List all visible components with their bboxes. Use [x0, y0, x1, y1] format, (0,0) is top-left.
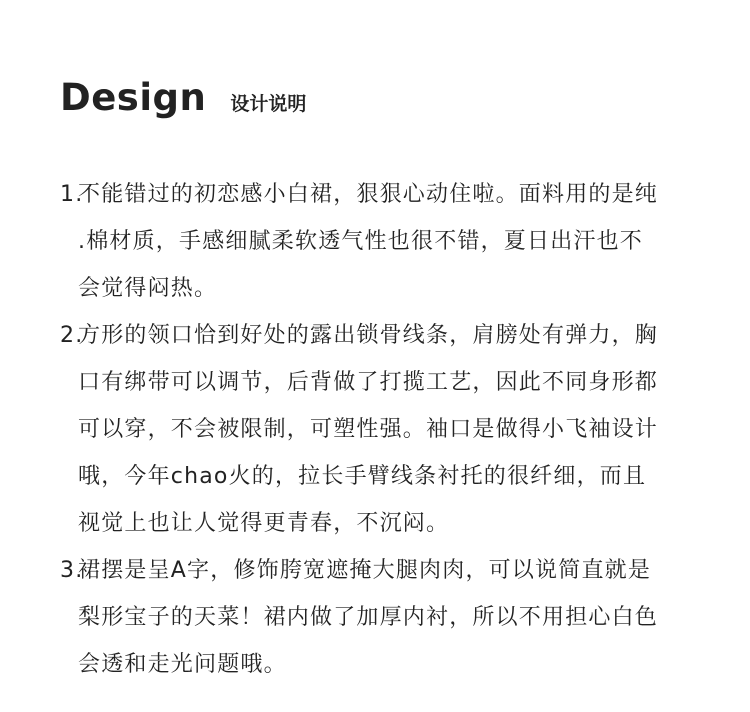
item-text-line: 会透和走光问题哦。 — [78, 652, 287, 677]
title-english: Design — [60, 76, 207, 119]
item-text-line: 会觉得闷热。 — [78, 276, 218, 301]
design-note-item-2 — [60, 312, 690, 547]
item-text-line: 裙摆是呈A字，修饰胯宽遮掩大腿肉肉，可以说简直就是 — [78, 558, 652, 583]
item-text-line: 哦，今年chao火的，拉长手臂线条衬托的很纤细，而且 — [78, 464, 647, 489]
item-text-line: 方形的领口恰到好处的露出锁骨线条，肩膀处有弹力，胸 — [78, 323, 659, 348]
item-text-line: 视觉上也让人觉得更青春，不沉闷。 — [78, 511, 450, 536]
item-number: 3. — [60, 558, 84, 583]
title-chinese: 设计说明 — [230, 93, 307, 115]
item-text-line: 口有绑带可以调节，后背做了打揽工艺，因此不同身形都 — [78, 370, 659, 395]
design-header — [60, 76, 306, 119]
item-text-line: 可以穿，不会被限制，可塑性强。袖口是做得小飞袖设计 — [78, 417, 659, 442]
item-number: 2. — [60, 323, 84, 348]
item-text-line: 梨形宝子的天菜！裙内做了加厚内衬，所以不用担心白色 — [78, 605, 659, 630]
item-number: 1. — [60, 182, 84, 207]
item-text-line: .棉材质，手感细腻柔软透气性也很不错，夏日出汗也不 — [78, 229, 643, 254]
design-notes-list — [60, 171, 690, 688]
item-text-line: 不能错过的初恋感小白裙，狠狠心动住啦。面料用的是纯 — [78, 182, 659, 207]
design-note-item-3 — [60, 547, 690, 688]
design-note-item-1 — [60, 171, 690, 312]
